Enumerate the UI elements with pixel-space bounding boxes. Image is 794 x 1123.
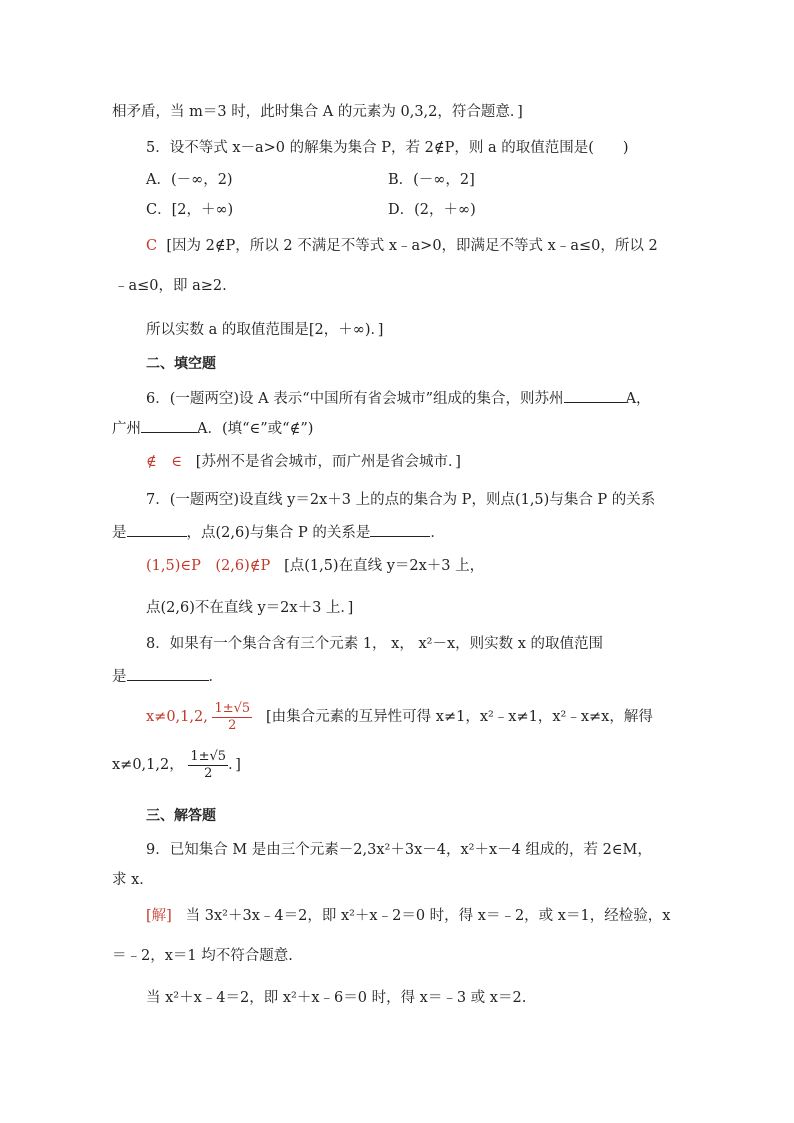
blank (141, 418, 197, 433)
answer-letter: C (146, 238, 158, 254)
question-6-text: 6．(一题两空)设 A 表示“中国所有省会城市”组成的集合，则苏州 (146, 391, 564, 407)
answer-9-label: [解] (146, 908, 172, 924)
fraction-numerator: 1±√5 (214, 700, 251, 716)
answer-9 (146, 906, 670, 926)
answer-8-fraction (212, 701, 252, 734)
question-7-cont (112, 522, 445, 543)
question-7: 7．(一题两空)设直线 y＝2x＋3 上的点的集合为 P，则点(1,5)与集合 P 的关系 (146, 492, 656, 508)
option-b: B．(－∞，2] (388, 172, 475, 188)
answer-5-cont2: 所以实数 a 的取值范围是[2，＋∞)．] (146, 322, 384, 338)
section-title-fill-blank: 二、填空题 (146, 356, 216, 372)
question-8-cont-text: 是 (112, 669, 127, 685)
answer-6-text: [苏州不是省会城市，而广州是省会城市．] (195, 454, 461, 470)
question-9-cont: 求 x． (112, 872, 154, 888)
answer-8-cont-text: x≠0,1,2， (112, 757, 184, 773)
question-7-cont-text: 是 (112, 525, 127, 541)
answer-5 (146, 236, 658, 256)
fraction-denominator: 2 (204, 765, 213, 781)
question-8-end: ． (208, 669, 223, 685)
fraction-numerator: 1±√5 (190, 748, 227, 764)
answer-8-fraction-2 (188, 749, 228, 782)
question-6-cont-end: A．(填“∈”或“∉”) (197, 421, 314, 437)
answer-7-text: [点(1,5)在直线 y＝2x＋3 上， (284, 558, 485, 574)
answer-5-cont: ﹣a≤0，即 a≥2. (114, 278, 227, 294)
blank (564, 388, 626, 403)
answer-8-text: [由集合元素的互异性可得 x≠1，x²﹣x≠1，x²﹣x≠x，解得 (266, 709, 653, 725)
answer-9-cont2: 当 x²＋x﹣4＝2，即 x²＋x﹣6＝0 时，得 x＝﹣3 或 x＝2. (146, 990, 527, 1006)
blank (370, 522, 430, 537)
answer-8-red: x≠0,1,2, (146, 709, 208, 725)
answer-8-cont (112, 748, 241, 782)
answer-8-end: ．] (228, 757, 241, 773)
question-7-end: ． (430, 525, 445, 541)
question-9: 9．已知集合 M 是由三个元素－2,3x²＋3x－4，x²＋x－4 组成的，若 2∈M， (146, 842, 652, 858)
question-6-end: A， (625, 391, 651, 407)
question-8-cont (112, 666, 223, 687)
answer-8 (146, 700, 653, 734)
blank (127, 522, 187, 537)
question-7-mid: ，点(2,6)与集合 P 的关系是 (186, 525, 371, 541)
option-d: D．(2，＋∞) (388, 202, 476, 218)
question-8: 8．如果有一个集合含有三个元素 1， x， x²－x，则实数 x 的取值范围 (146, 636, 604, 652)
fraction-denominator: 2 (228, 717, 237, 733)
answer-text: [因为 2∉P，所以 2 不满足不等式 x﹣a>0，即满足不等式 x﹣a≤0，所以 2 (166, 238, 658, 254)
text-line: 相矛盾，当 m＝3 时，此时集合 A 的元素为 0,3,2，符合题意．] (112, 104, 523, 120)
blank (127, 666, 209, 681)
answer-6-red: ∉ ∈ (146, 454, 182, 470)
answer-7-cont: 点(2,6)不在直线 y＝2x＋3 上．] (146, 600, 354, 616)
question-6 (146, 388, 651, 409)
answer-9-cont: ＝﹣2，x＝1 均不符合题意. (112, 948, 293, 964)
answer-7-red: (1,5)∈P (2,6)∉P (146, 558, 271, 574)
question-6-cont (112, 418, 313, 439)
question-5: 5．设不等式 x－a>0 的解集为集合 P，若 2∉P，则 a 的取值范围是( ) (146, 140, 629, 156)
question-6-cont-text: 广州 (112, 421, 141, 437)
answer-9-text: 当 3x²＋3x﹣4＝2，即 x²＋x﹣2＝0 时，得 x＝﹣2，或 x＝1，经检验，x (185, 908, 671, 924)
answer-6 (146, 452, 461, 472)
option-a: A．(－∞，2) (146, 172, 233, 188)
section-title-solve: 三、解答题 (146, 808, 216, 824)
answer-7 (146, 556, 484, 576)
option-c: C．[2，＋∞) (146, 202, 234, 218)
